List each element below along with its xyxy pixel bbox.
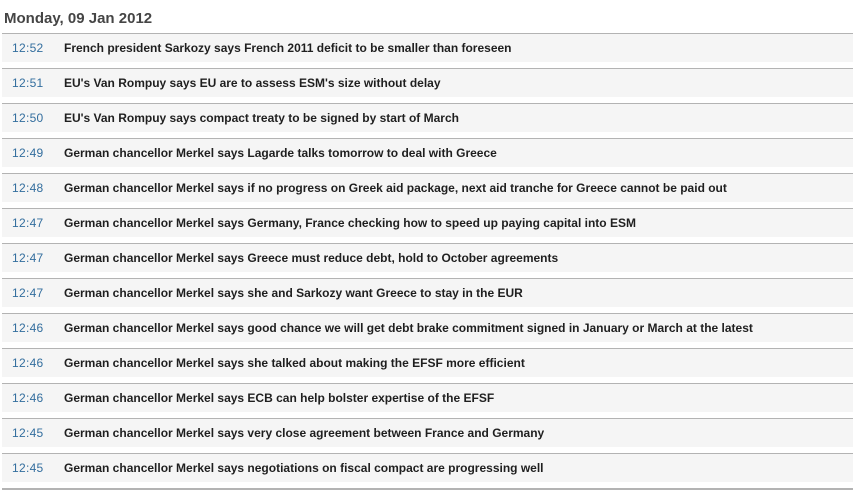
news-row[interactable] [2,208,853,237]
news-headline[interactable]: German chancellor Merkel says she talked about making the EFSF more efficient [64,356,525,370]
news-row[interactable] [2,173,853,202]
news-headline[interactable]: German chancellor Merkel says Lagarde talks tomorrow to deal with Greece [64,146,497,160]
news-time: 12:47 [12,286,44,300]
news-time: 12:46 [12,356,44,370]
news-row[interactable] [2,68,853,97]
news-row[interactable] [2,453,853,482]
news-headline[interactable]: German chancellor Merkel says negotiations on fiscal compact are progressing well [64,461,544,475]
news-time: 12:49 [12,146,44,160]
news-row[interactable] [2,103,853,132]
news-headline[interactable]: French president Sarkozy says French 2011 deficit to be smaller than foreseen [64,41,512,55]
news-time: 12:48 [12,181,44,195]
news-row[interactable] [2,33,853,62]
news-headline[interactable]: EU's Van Rompuy says compact treaty to be signed by start of March [64,111,459,125]
news-headline[interactable]: German chancellor Merkel says Germany, France checking how to speed up paying capital into ESM [64,216,636,230]
news-headline[interactable]: EU's Van Rompuy says EU are to assess ESM's size without delay [64,76,441,90]
news-time: 12:47 [12,251,44,265]
news-row[interactable] [2,418,853,447]
news-row[interactable] [2,138,853,167]
news-row[interactable] [2,243,853,272]
date-header: Monday, 09 Jan 2012 [4,10,153,27]
news-headline[interactable]: German chancellor Merkel says ECB can help bolster expertise of the EFSF [64,391,495,405]
news-row[interactable] [2,313,853,342]
news-headline[interactable]: German chancellor Merkel says if no progress on Greek aid package, next aid tranche for Greece cannot be paid out [64,181,727,195]
news-headline[interactable]: German chancellor Merkel says good chance we will get debt brake commitment signed in January or March at the latest [64,321,753,335]
news-time: 12:51 [12,76,44,90]
news-time: 12:52 [12,41,44,55]
news-time: 12:45 [12,426,44,440]
news-row[interactable] [2,383,853,412]
bottom-divider [2,488,853,490]
news-time: 12:46 [12,321,44,335]
news-row[interactable] [2,348,853,377]
news-headline[interactable]: German chancellor Merkel says Greece must reduce debt, hold to October agreements [64,251,559,265]
news-time: 12:47 [12,216,44,230]
news-time: 12:46 [12,391,44,405]
news-headline[interactable]: German chancellor Merkel says very close agreement between France and Germany [64,426,545,440]
news-time: 12:50 [12,111,44,125]
news-headline[interactable]: German chancellor Merkel says she and Sarkozy want Greece to stay in the EUR [64,286,523,300]
news-time: 12:45 [12,461,44,475]
news-list [2,33,853,482]
news-row[interactable] [2,278,853,307]
